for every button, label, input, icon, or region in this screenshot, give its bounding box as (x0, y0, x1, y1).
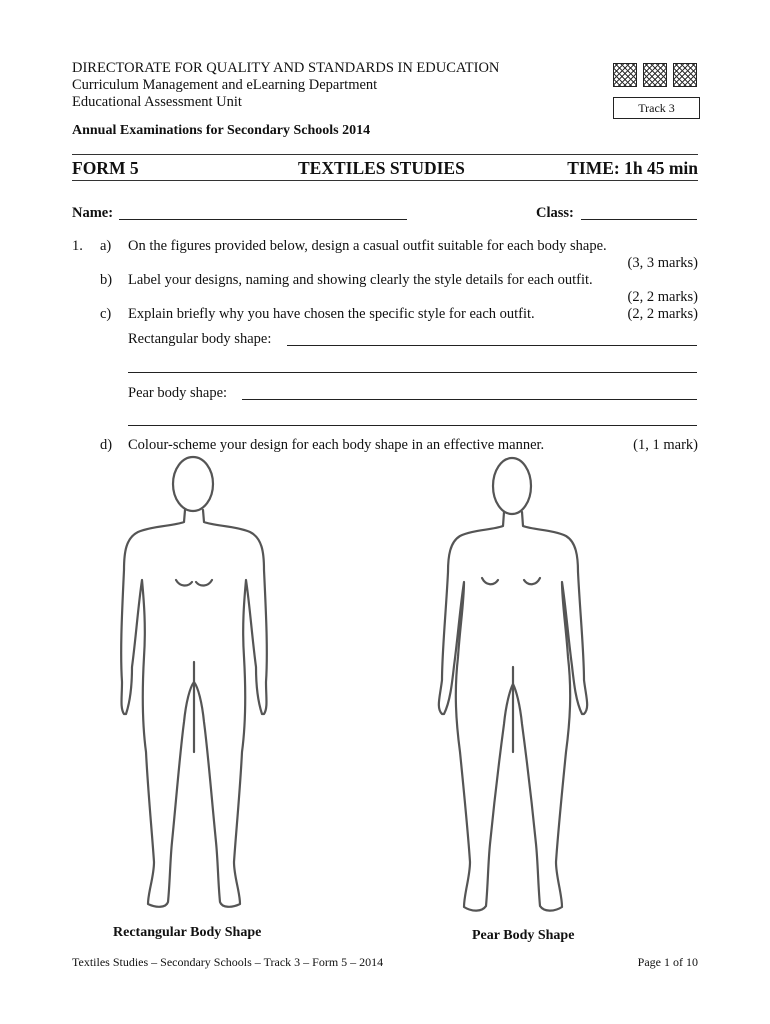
class-field[interactable] (581, 219, 697, 220)
title-rule-top (72, 154, 698, 155)
pear-answer-line-1[interactable] (242, 399, 697, 400)
rectangular-answer-label: Rectangular body shape: (128, 331, 272, 347)
rectangular-caption: Rectangular Body Shape (113, 925, 262, 940)
pear-answer-line-2[interactable] (128, 425, 697, 426)
class-label: Class: (536, 205, 574, 221)
part-a-marks: (3, 3 marks) (627, 255, 698, 271)
part-c-letter: c) (100, 306, 112, 322)
mark-box (673, 63, 697, 87)
footer-text: Textiles Studies – Secondary Schools – Track 3 – Form 5 – 2014 (72, 955, 384, 969)
part-a-letter: a) (100, 238, 112, 254)
question-number: 1. (72, 238, 83, 254)
part-b-letter: b) (100, 272, 113, 288)
name-field[interactable] (119, 219, 407, 220)
page-number: Page 1 of 10 (637, 955, 698, 969)
unit-name: Educational Assessment Unit (72, 94, 242, 110)
rectangular-answer-line-2[interactable] (128, 372, 697, 373)
form-label: FORM 5 (72, 158, 139, 178)
part-b-text: Label your designs, naming and showing clearly the style details for each outfit. (128, 272, 593, 288)
directorate-title: DIRECTORATE FOR QUALITY AND STANDARDS IN EDUCATION (72, 60, 500, 76)
name-label: Name: (72, 205, 114, 221)
time-label: TIME: 1h 45 min (567, 158, 698, 178)
department-name: Curriculum Management and eLearning Department (72, 77, 378, 93)
subject-label: TEXTILES STUDIES (298, 158, 465, 178)
pear-body-figure (420, 452, 620, 927)
title-rule-bottom (72, 180, 698, 181)
part-b-marks: (2, 2 marks) (627, 289, 698, 305)
part-a-text: On the figures provided below, design a casual outfit suitable for each body shape. (128, 238, 607, 254)
pear-caption: Pear Body Shape (472, 928, 575, 943)
part-c-text: Explain briefly why you have chosen the specific style for each outfit. (128, 306, 535, 322)
exam-title: Annual Examinations for Secondary Schools 2014 (72, 123, 371, 138)
rectangular-body-figure (100, 452, 300, 922)
mark-box (613, 63, 637, 87)
mark-boxes (613, 63, 697, 87)
part-c-marks: (2, 2 marks) (627, 306, 698, 322)
track-box: Track 3 (613, 97, 700, 119)
part-d-marks: (1, 1 mark) (633, 437, 698, 453)
part-d-text: Colour-scheme your design for each body shape in an effective manner. (128, 437, 545, 453)
mark-box (643, 63, 667, 87)
rectangular-answer-line-1[interactable] (287, 345, 697, 346)
part-d-letter: d) (100, 437, 113, 453)
pear-answer-label: Pear body shape: (128, 385, 228, 401)
